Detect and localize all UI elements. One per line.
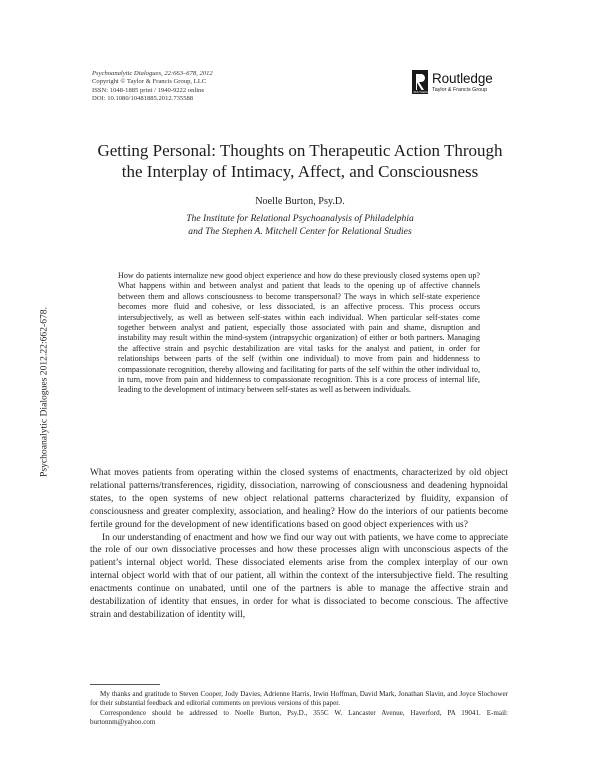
affiliation-line-2: and The Stephen A. Mitchell Center for Relational Studies (188, 226, 412, 237)
footnote-acknowledgments: My thanks and gratitude to Steven Cooper, Jody Davies, Adrienne Harris, Irwin Hoffman, David Mark, Jonathan Slavin, and Joyce Slochower for their substantial feedback and editorial comments on previous versions of this paper. (90, 690, 508, 708)
publisher-subtitle: Taylor & Francis Group (432, 87, 488, 93)
journal-metadata (92, 70, 213, 104)
routledge-r-icon (412, 70, 428, 94)
body-text (90, 467, 508, 622)
author-affiliation (70, 212, 530, 238)
journal-citation: Psychoanalytic Dialogues, 22:663–678, 2012 (92, 70, 213, 77)
title-line-1: Getting Personal: Thoughts on Therapeutic Action Through (97, 141, 503, 160)
copyright-line: Copyright © Taylor & Francis Group, LLC (92, 78, 207, 86)
footnotes (90, 690, 508, 728)
abstract: How do patients internalize new good object experience and how do these previously closed systems open up? What happens within and between analyst and patient that leads to the opening up of affective channels between them and allows consciousness to become transpersonal? The ways in which self-state experience becomes more fluid and cohesive, or less dissociated, is an affective process. This process occurs intersubjectively, as well as between self-states within each individual. When particular self-states come together between analyst and patient, especially those associated with pain and shame, disruption and instability may result within the mind-system (intrapsychic organization) of either or both partners. Managing the affective strain and psychic destabilization are vital tasks for the analyst and patient, in order for relationships between parts of the self (within one individual) to move from pain and hiddenness to compassionate recognition, thereby allowing and facilitating for parts of the self within the other individual to, in turn, move from pain and hiddenness to compassionate recognition. This is a core process of internal life, leading to the development of intimacy between self-states as well as between individuals. (118, 271, 480, 395)
body-paragraph-1: What moves patients from operating within the closed systems of enactments, characterized by old object relational patterns/transferences, rigidity, dissociation, narrowing of consciousness and deadening hypnoidal states, to the open systems of new object relational patterns characterized by fluidity, expansion of consciousness and greater complexity, association, and healing? How do the interiors of our patients become fertile ground for the development of new identifications based on good object experiences with us? (90, 468, 508, 530)
footnote-correspondence: Correspondence should be addressed to Noelle Burton, Psy.D., 355C W. Lancaster Avenue, Haverford, PA 19041. E-mail: burtonnm@yahoo.com (90, 708, 508, 727)
publisher-logo (412, 70, 522, 96)
title-line-2: the Interplay of Intimacy, Affect, and Consciousness (121, 162, 479, 181)
author-name: Noelle Burton, Psy.D. (255, 196, 345, 207)
body-paragraph-2: In our understanding of enactment and how we find our way out with patients, we have come to appreciate the role of our own dissociative processes and how these processes align with unconscious aspects of the patient’s internal object world. These dissociated elements arise from the complex interplay of our own internal object world with that of our patient, all within the context of the intersubjective field. The resulting enactments continue on unabated, until one of the partners is able to manage the affective strain and destabilization of identity that ensues, in order for what is dissociated to become conscious. The affective strain and destabilization of identity will, (90, 532, 508, 620)
side-citation: Psychoanalytic Dialogues 2012.22:662-678. (38, 307, 50, 477)
issn-line: ISSN: 1048-1885 print / 1940-9222 online (92, 86, 205, 94)
affiliation-line-1: The Institute for Relational Psychoanalysis of Philadelphia (186, 213, 414, 224)
footnote-divider (90, 684, 160, 685)
logo-side-text: ROUTLEDGE (413, 91, 430, 94)
doi-line: DOI: 10.1080/10481885.2012.735588 (92, 95, 194, 103)
article-title (70, 140, 530, 182)
publisher-name: Routledge (432, 71, 493, 86)
